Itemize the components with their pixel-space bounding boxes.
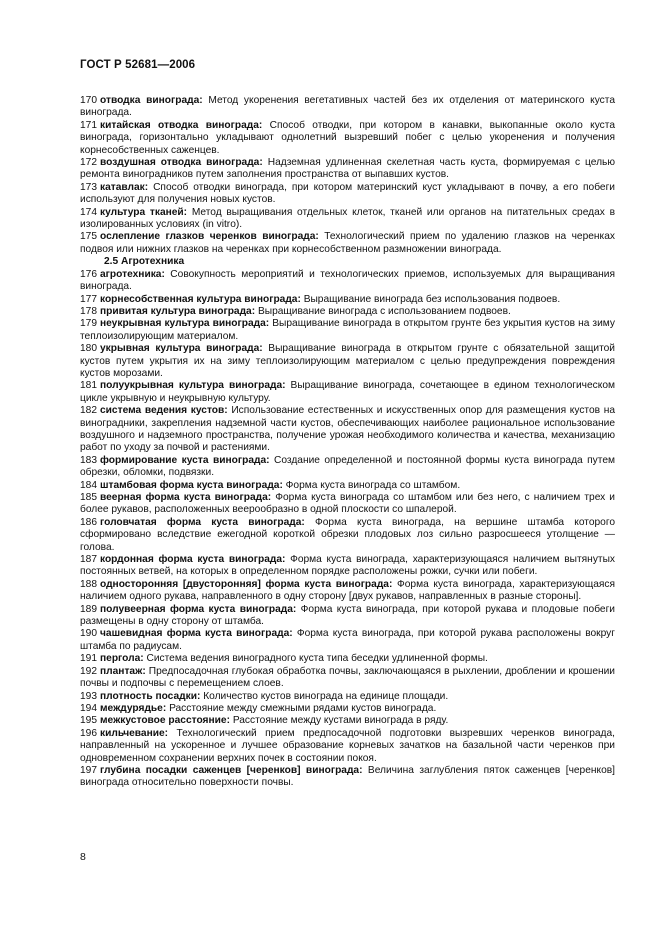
entry-term: односторонняя [двусторонняя] форма куста винограда: [100,578,393,590]
entry-definition: Выращивание винограда с использованием подвоев. [255,305,511,317]
term-entry-170 [80,95,615,120]
term-entry-194 [80,703,615,715]
entry-term: головчатая форма куста винограда: [100,516,305,528]
entry-number: 185 [80,492,97,503]
entry-term: плотность посадки: [100,690,201,702]
entry-number: 181 [80,380,97,392]
term-entry-179 [80,318,615,343]
entry-number: 178 [80,305,97,317]
entries-block-2 [80,269,615,790]
entry-definition: Выращивание винограда, сочетающее в едином технологическом цикле укрывную и неукрывную культуру. [80,380,615,404]
entry-term: укрывная культура винограда: [100,343,263,355]
entry-term: культура тканей: [100,206,188,218]
entry-term: кордонная форма куста винограда: [100,554,286,566]
term-entry-171 [80,120,615,157]
entry-number: 197 [80,764,97,776]
term-entry-188 [80,579,615,604]
entry-term: катавлак: [100,181,149,193]
entry-number: 174 [80,206,97,218]
entry-number: 196 [80,727,97,739]
entry-definition: Форма куста винограда со штамбом. [282,479,461,491]
entry-definition: Способ отводки винограда, при котором материнский куст укладывают в почву, а его побеги используют для получения новых кустов. [80,181,615,206]
entry-definition: Выращивание винограда без использования подвоев. [300,293,561,305]
entry-term: китайская отводка винограда: [100,119,263,131]
entry-number: 179 [80,318,97,330]
entry-definition: Надземная удлиненная скелетная часть куста, формируемая с целью ремонта виноградников путем заполнения пространства от выпавших кустов. [80,157,615,181]
entry-number: 195 [80,715,97,727]
term-entry-191 [80,653,615,665]
entry-number: 180 [80,343,97,355]
entry-term: кильчевание: [100,727,169,739]
entry-term: глубина посадки саженцев [черенков] винограда: [100,764,363,776]
term-entry-190 [80,628,615,653]
entry-term: ослепление глазков черенков винограда: [100,231,319,243]
term-entry-192 [80,666,615,691]
entry-definition: Предпосадочная глубокая обработка почвы, заключающаяся в рыхлении, дроблении и крошении почвы и подпочвы с перемещением слоев. [80,665,615,690]
entry-term: агротехника: [100,268,165,280]
entry-number: 173 [80,181,97,193]
page-content [80,95,615,790]
entry-definition: Форма куста винограда, при которой рукава и плодовые побеги размещены в одну сторону от штамба. [80,603,615,628]
entry-definition: Форма куста винограда, при которой рукава расположены вокруг штамба по радиусам. [80,628,615,652]
entry-definition: Технологический прием предпосадочной подготовки вызревших черенков винограда, направленный на ускоренное и лучшее образование корневых зачатков на базальной части черенков при одновременном сохранении верхних почек в состоянии покоя. [80,727,615,764]
term-entry-196 [80,728,615,765]
entry-term: привитая культура винограда: [100,305,256,317]
entries-block-1 [80,95,615,256]
entry-number: 175 [80,231,97,243]
term-entry-177 [80,294,615,306]
entry-number: 182 [80,405,97,417]
section-title: 2.5 Агротехника [104,256,185,268]
term-entry-182 [80,405,615,455]
entry-definition: Форма куста винограда, характеризующаяся наличием одного рукава, направленного в одну сторону [двух рукавов, направленных в разные стороны]. [80,578,616,603]
term-entry-189 [80,604,615,629]
entry-number: 194 [80,702,97,714]
term-entry-176 [80,269,615,294]
entry-definition: Форма куста винограда со штамбом или без него, с наличием трех и более рукавов, расположенных веерообразно в одной плоскости со шпалерой. [80,492,615,516]
entry-term: полувеерная форма куста винограда: [100,603,297,615]
entry-number: 177 [80,293,97,305]
entry-term: неукрывная культура винограда: [100,318,270,330]
entry-definition: Количество кустов винограда на единице площади. [200,690,449,702]
entry-definition: Форма куста винограда, характеризующаяся наличием вытянутых постоянных ветвей, на которых в определенном порядке расположены рожки, сучки или побеги. [80,554,615,578]
entry-term: отводка винограда: [100,95,203,106]
term-entry-185 [80,492,615,517]
entry-number: 192 [80,665,97,677]
page-number: 8 [80,851,86,863]
entry-definition: Расстояние между кустами винограда в ряду. [229,715,449,727]
entry-definition: Метод выращивания отдельных клеток, тканей или органов на питательных средах в изолированных условиях (in vitro). [80,206,615,231]
term-entry-172 [80,157,615,182]
entry-definition: Выращивание винограда в открытом грунте с обязательной защитой кустов путем укрытия их на зиму теплоизолирующим материалом с целью предупреждения повреждения кустов морозами. [80,343,615,379]
entry-number: 170 [80,95,97,106]
entry-number: 191 [80,653,97,665]
entry-term: междурядье: [100,702,167,714]
term-entry-178 [80,306,615,318]
entry-number: 176 [80,268,97,280]
entry-definition: Использование естественных и искусственных опор для размещения кустов на виноградники, закрепления надземной части кустов, обеспечивающих наиболее рациональное использование воздушного и надземного пространства, получение урожая необходимого количества и качества, механизацию работ по уходу за почвой и растениями. [80,405,615,454]
entry-definition: Выращивание винограда в открытом грунте без укрытия кустов на зиму теплоизолирующим материалом. [80,318,616,342]
entry-term: штамбовая форма куста винограда: [100,479,283,491]
term-entry-186 [80,517,615,554]
term-entry-184 [80,480,615,492]
entry-number: 186 [80,516,97,528]
entry-term: полуукрывная культура винограда: [100,380,286,392]
entry-number: 193 [80,690,97,702]
entry-number: 183 [80,454,97,466]
entry-definition: Технологический прием по удалению глазков на черенках подвоя или нижних глазков на черенках при корнесобственном размножении винограда. [80,231,615,255]
entry-number: 184 [80,479,97,491]
term-entry-183 [80,455,615,480]
entry-definition: Совокупность мероприятий и технологических приемов, используемых для выращивания винограда. [80,268,615,293]
entry-term: плантаж: [100,665,146,677]
entry-term: корнесобственная культура винограда: [100,293,301,305]
entry-definition: Метод укоренения вегетативных частей без их отделения от материнского куста винограда. [80,95,615,119]
entry-term: веерная форма куста винограда: [100,492,272,503]
term-entry-173 [80,182,615,207]
entry-number: 188 [80,578,97,590]
entry-term: система ведения кустов: [100,405,228,417]
term-entry-175 [80,231,615,256]
entry-definition: Способ отводки, при котором в канавки, выкопанные около куста винограда, горизонтально укладывают однолетний вызревший побег с целью укоренения и получения корнесобственных саженцев. [80,119,615,156]
entry-number: 189 [80,603,97,615]
term-entry-181 [80,380,615,405]
entry-definition: Система ведения виноградного куста типа беседки удлиненной формы. [143,653,488,665]
entry-term: чашевидная форма куста винограда: [100,628,293,640]
entry-number: 171 [80,119,97,131]
term-entry-174 [80,207,615,232]
entry-term: пергола: [100,653,144,665]
term-entry-180 [80,343,615,380]
term-entry-193 [80,691,615,703]
entry-term: воздушная отводка винограда: [100,157,263,169]
entry-number: 172 [80,157,97,169]
entry-term: межкустовое расстояние: [100,715,230,727]
entry-term: формирование куста винограда: [100,454,270,466]
document-header: ГОСТ Р 52681—2006 [80,59,196,71]
term-entry-197 [80,765,615,790]
term-entry-195 [80,715,615,727]
entry-number: 190 [80,628,97,640]
entry-definition: Создание определенной и постоянной формы куста винограда путем обрезки, обломки, подвязки. [80,454,615,479]
entry-number: 187 [80,554,97,566]
entry-definition: Величина заглубления пяток саженцев [черенков] винограда относительно поверхности почвы. [80,764,615,789]
entry-definition: Форма куста винограда, на вершине штамба которого сформировано вследствие ежегодной короткой обрезки плодовых лоз сильно разросшееся утолщение — голова. [80,516,616,553]
entry-definition: Расстояние между смежными рядами кустов винограда. [166,702,437,714]
term-entry-187 [80,554,615,579]
